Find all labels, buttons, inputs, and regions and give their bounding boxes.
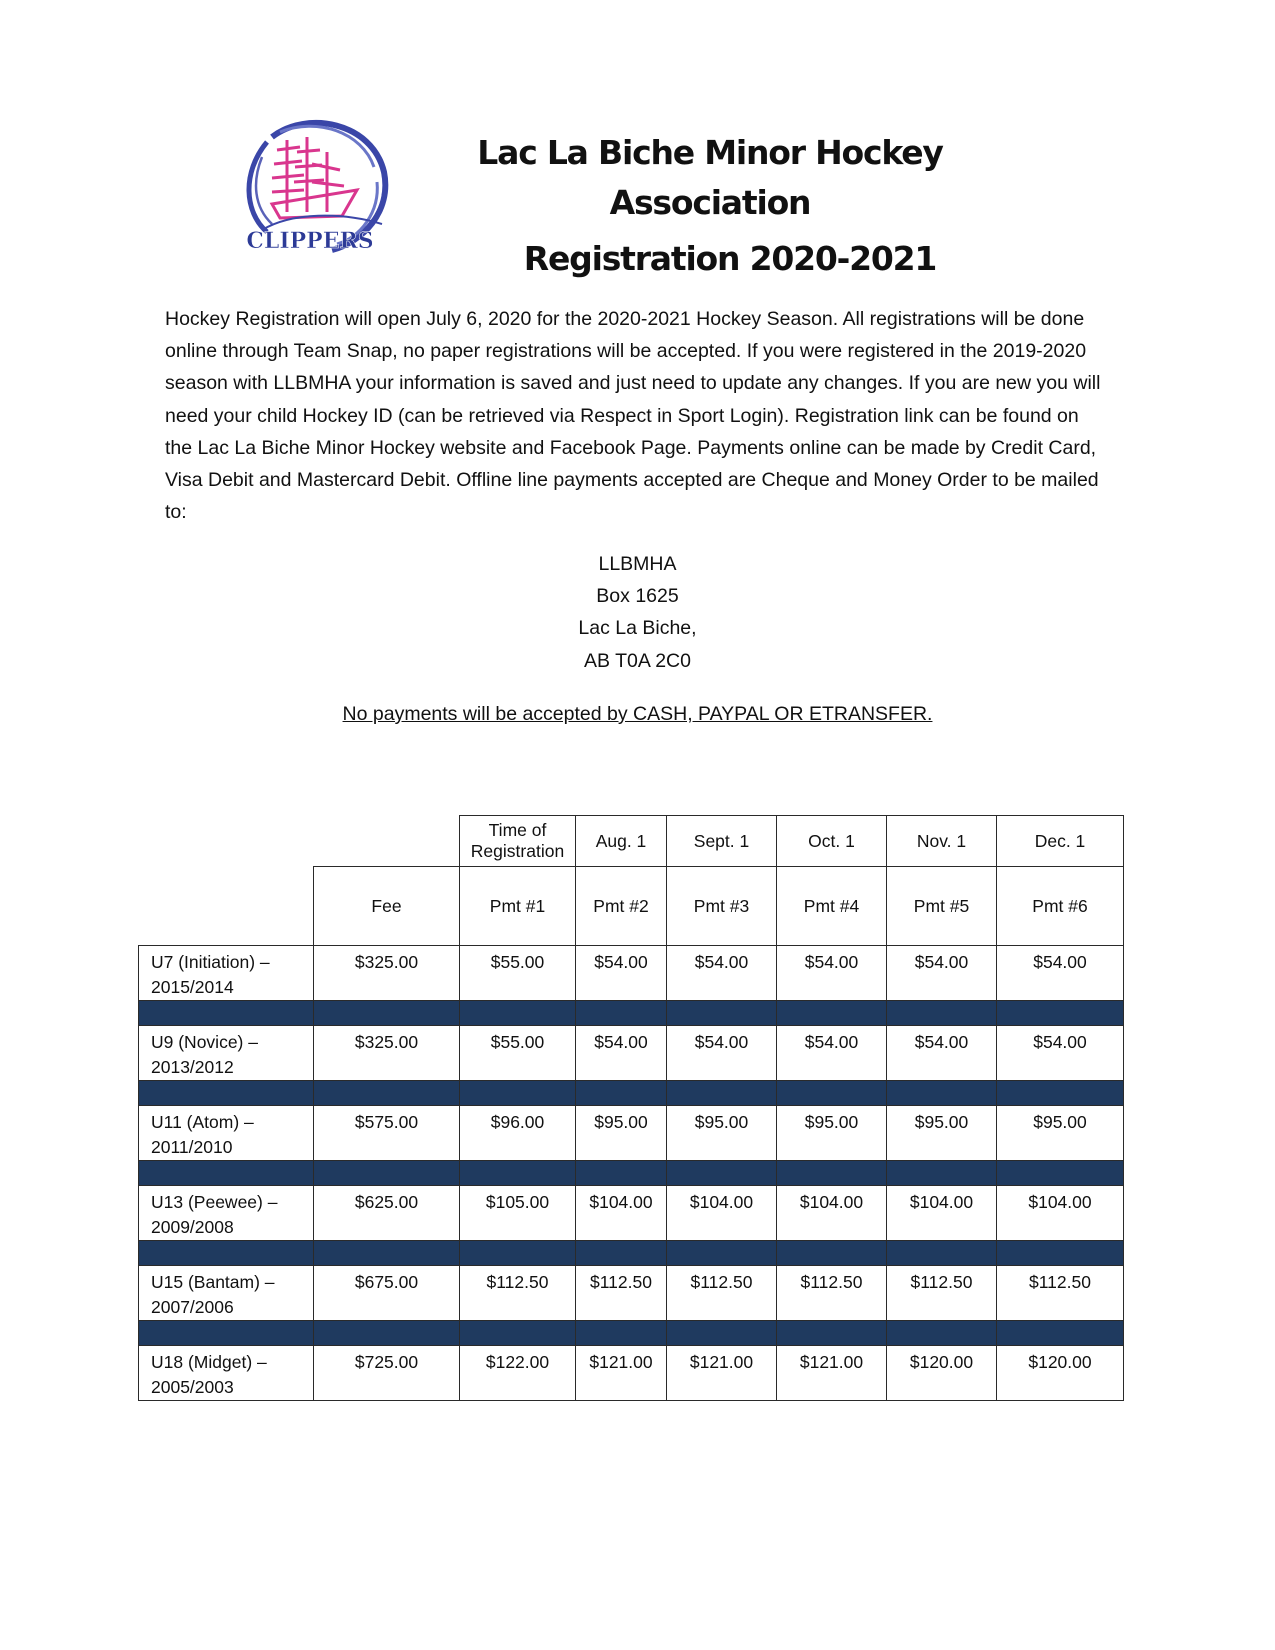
separator-cell (777, 1161, 887, 1186)
separator-cell (314, 1161, 460, 1186)
separator-cell (667, 1241, 777, 1266)
separator-cell (887, 1161, 997, 1186)
payment-cell: $104.00 (997, 1186, 1124, 1241)
payment-cell: $95.00 (667, 1106, 777, 1161)
pmt-header: Pmt #2 (576, 867, 667, 946)
payment-cell: $95.00 (777, 1106, 887, 1161)
fee-cell: $575.00 (314, 1106, 460, 1161)
separator-cell (139, 1321, 314, 1346)
pmt-header: Pmt #6 (997, 867, 1124, 946)
fee-cell: $325.00 (314, 946, 460, 1001)
separator-cell (887, 1241, 997, 1266)
fee-schedule-table (138, 815, 1124, 1401)
date-header: Aug. 1 (576, 816, 667, 867)
payment-cell: $54.00 (667, 1026, 777, 1081)
payment-cell: $95.00 (997, 1106, 1124, 1161)
separator-row (139, 1001, 1124, 1026)
separator-cell (460, 1001, 576, 1026)
division-years: 2007/2006 (151, 1297, 234, 1317)
separator-cell (667, 1161, 777, 1186)
table-row (139, 1186, 1124, 1241)
separator-cell (460, 1081, 576, 1106)
separator-cell (777, 1321, 887, 1346)
separator-cell (460, 1161, 576, 1186)
division-name: U18 (Midget) – (151, 1352, 267, 1372)
address-line: LLBMHA (598, 553, 677, 575)
payment-cell: $105.00 (460, 1186, 576, 1241)
clippers-ship-logo-icon (232, 112, 392, 262)
payment-cell: $104.00 (887, 1186, 997, 1241)
pmt-header: Pmt #1 (460, 867, 576, 946)
separator-cell (139, 1241, 314, 1266)
payment-cell: $104.00 (777, 1186, 887, 1241)
date-header-row (139, 816, 1124, 867)
division-name: U15 (Bantam) – (151, 1272, 275, 1292)
payment-cell: $104.00 (667, 1186, 777, 1241)
date-header: Nov. 1 (887, 816, 997, 867)
payment-cell: $54.00 (777, 946, 887, 1001)
separator-row (139, 1241, 1124, 1266)
separator-cell (997, 1161, 1124, 1186)
pmt-header: Pmt #5 (887, 867, 997, 946)
division-cell (139, 1186, 314, 1241)
table-row (139, 1266, 1124, 1321)
table-row (139, 1026, 1124, 1081)
payment-cell: $120.00 (997, 1346, 1124, 1401)
separator-row (139, 1161, 1124, 1186)
separator-cell (777, 1241, 887, 1266)
fee-cell: $675.00 (314, 1266, 460, 1321)
separator-cell (139, 1001, 314, 1026)
separator-cell (997, 1001, 1124, 1026)
separator-cell (997, 1081, 1124, 1106)
separator-row (139, 1321, 1124, 1346)
payment-cell: $121.00 (667, 1346, 777, 1401)
payment-cell: $112.50 (777, 1266, 887, 1321)
separator-cell (576, 1001, 667, 1026)
payment-cell: $54.00 (887, 1026, 997, 1081)
payment-cell: $54.00 (997, 1026, 1124, 1081)
division-cell (139, 1026, 314, 1081)
separator-cell (667, 1081, 777, 1106)
payment-cell: $55.00 (460, 1026, 576, 1081)
separator-cell (887, 1001, 997, 1026)
payment-cell: $95.00 (576, 1106, 667, 1161)
separator-cell (887, 1321, 997, 1346)
payment-cell: $95.00 (887, 1106, 997, 1161)
logo-text: CLIPPERS (246, 228, 374, 254)
fee-cell: $325.00 (314, 1026, 460, 1081)
payment-cell: $112.50 (576, 1266, 667, 1321)
separator-cell (139, 1081, 314, 1106)
payment-cell: $55.00 (460, 946, 576, 1001)
pmt-header: Pmt #4 (777, 867, 887, 946)
payment-cell: $54.00 (887, 946, 997, 1001)
pmt-header: Pmt #3 (667, 867, 777, 946)
separator-cell (887, 1081, 997, 1106)
division-years: 2011/2010 (151, 1137, 233, 1157)
payment-notice: No payments will be accepted by CASH, PAYPAL OR ETRANSFER. (342, 703, 933, 725)
division-years: 2009/2008 (151, 1217, 234, 1237)
payment-cell: $54.00 (667, 946, 777, 1001)
date-header: Time of Registration (460, 816, 576, 867)
address-line: Lac La Biche, (578, 617, 697, 640)
header (380, 128, 1040, 284)
payment-cell: $112.50 (997, 1266, 1124, 1321)
separator-cell (777, 1081, 887, 1106)
separator-cell (460, 1321, 576, 1346)
division-cell (139, 946, 314, 1001)
division-name: U7 (Initiation) – (151, 952, 270, 972)
division-name: U13 (Peewee) – (151, 1192, 278, 1212)
address-line: Box 1625 (596, 585, 679, 608)
payment-cell: $54.00 (777, 1026, 887, 1081)
payment-cell: $54.00 (576, 1026, 667, 1081)
payment-cell: $122.00 (460, 1346, 576, 1401)
payment-cell: $54.00 (576, 946, 667, 1001)
date-header: Dec. 1 (997, 816, 1124, 867)
payment-cell: $121.00 (576, 1346, 667, 1401)
separator-cell (314, 1241, 460, 1266)
table-row (139, 946, 1124, 1001)
fee-header: Fee (314, 867, 460, 946)
division-years: 2005/2003 (151, 1377, 234, 1397)
page-subtitle: Registration 2020-2021 (523, 239, 937, 278)
separator-cell (576, 1161, 667, 1186)
payment-cell: $54.00 (997, 946, 1124, 1001)
division-cell (139, 1106, 314, 1161)
separator-cell (997, 1321, 1124, 1346)
separator-cell (576, 1081, 667, 1106)
payment-cell: $120.00 (887, 1346, 997, 1401)
payment-cell: $112.50 (460, 1266, 576, 1321)
separator-cell (460, 1241, 576, 1266)
payment-cell: $112.50 (667, 1266, 777, 1321)
division-name: U11 (Atom) – (151, 1112, 254, 1132)
intro-paragraph: Hockey Registration will open July 6, 2020 for the 2020-2021 Hockey Season. All registrations will be done online through Team Snap, no paper registrations will be accepted. If you were registered in the 2019-2020 season with LLBMHA your information is saved and just need to update any changes. If you are new you will need your child Hockey ID (can be retrieved via Respect in Sport Login). Registration link can be found on the Lac La Biche Minor Hockey website and Facebook Page. Payments online can be made by Credit Card, Visa Debit and Mastercard Debit. Offline line payments accepted are Cheque and Money Order to be mailed to: (165, 308, 1101, 524)
fee-cell: $725.00 (314, 1346, 460, 1401)
division-years: 2013/2012 (151, 1057, 234, 1077)
mailing-address (0, 548, 1275, 677)
separator-cell (576, 1241, 667, 1266)
separator-cell (314, 1321, 460, 1346)
payment-cell: $112.50 (887, 1266, 997, 1321)
separator-cell (314, 1081, 460, 1106)
division-cell (139, 1346, 314, 1401)
table-row (139, 1106, 1124, 1161)
table-row (139, 1346, 1124, 1401)
separator-cell (667, 1321, 777, 1346)
division-cell (139, 1266, 314, 1321)
separator-row (139, 1081, 1124, 1106)
payment-header-row (139, 867, 1124, 946)
address-line: AB T0A 2C0 (584, 649, 691, 672)
division-name: U9 (Novice) – (151, 1032, 258, 1052)
payment-cell: $96.00 (460, 1106, 576, 1161)
separator-cell (139, 1161, 314, 1186)
clippers-logo (232, 112, 392, 262)
division-years: 2015/2014 (151, 977, 234, 997)
page-title: Lac La Biche Minor Hockey Association (477, 133, 943, 222)
payment-cell: $121.00 (777, 1346, 887, 1401)
separator-cell (777, 1001, 887, 1026)
separator-cell (314, 1001, 460, 1026)
date-header: Oct. 1 (777, 816, 887, 867)
fee-rows (139, 946, 1124, 1401)
separator-cell (667, 1001, 777, 1026)
date-header: Sept. 1 (667, 816, 777, 867)
fee-cell: $625.00 (314, 1186, 460, 1241)
separator-cell (997, 1241, 1124, 1266)
payment-cell: $104.00 (576, 1186, 667, 1241)
separator-cell (576, 1321, 667, 1346)
